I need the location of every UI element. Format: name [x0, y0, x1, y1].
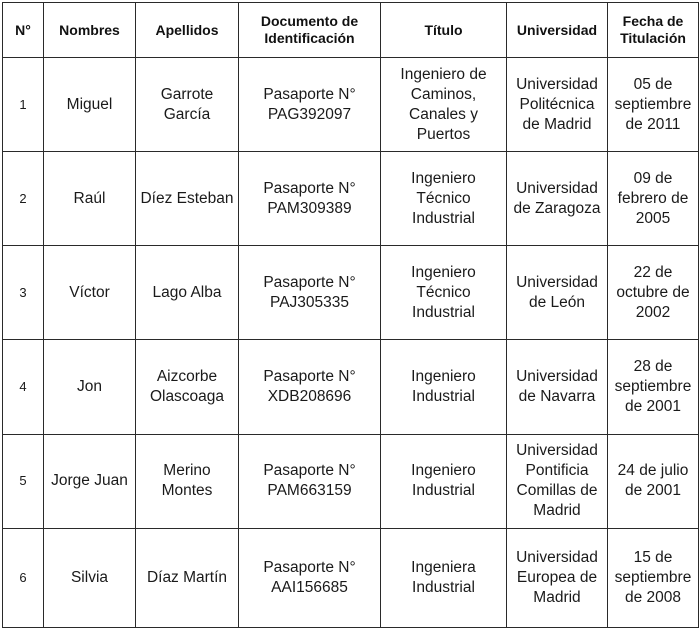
header-documento: Documento de Identificación — [239, 3, 381, 58]
cell-apellidos: Díaz Martín — [136, 528, 239, 627]
cell-universidad: Universidad Politécnica de Madrid — [507, 58, 608, 152]
table-row — [3, 434, 699, 528]
header-num: N° — [3, 3, 44, 58]
cell-documento: Pasaporte N° AAI156685 — [239, 528, 381, 627]
header-nombres: Nombres — [44, 3, 136, 58]
cell-num: 1 — [3, 58, 44, 152]
cell-documento: Pasaporte N° XDB208696 — [239, 340, 381, 434]
cell-nombres: Jorge Juan — [44, 434, 136, 528]
cell-num: 5 — [3, 434, 44, 528]
cell-documento: Pasaporte N° PAM309389 — [239, 152, 381, 246]
cell-universidad: Universidad Pontificia Comillas de Madrid — [507, 434, 608, 528]
cell-fecha: 24 de julio de 2001 — [608, 434, 699, 528]
header-universidad: Universidad — [507, 3, 608, 58]
cell-nombres: Raúl — [44, 152, 136, 246]
table-row — [3, 152, 699, 246]
cell-num: 6 — [3, 528, 44, 627]
cell-universidad: Universidad de Zaragoza — [507, 152, 608, 246]
cell-apellidos: Aizcorbe Olascoaga — [136, 340, 239, 434]
cell-fecha: 15 de septiembre de 2008 — [608, 528, 699, 627]
cell-fecha: 05 de septiembre de 2011 — [608, 58, 699, 152]
cell-num: 3 — [3, 246, 44, 340]
header-fecha: Fecha de Titulación — [608, 3, 699, 58]
cell-apellidos: Díez Esteban — [136, 152, 239, 246]
cell-apellidos: Merino Montes — [136, 434, 239, 528]
cell-titulo: Ingeniera Industrial — [381, 528, 507, 627]
table-row — [3, 246, 699, 340]
cell-universidad: Universidad Europea de Madrid — [507, 528, 608, 627]
cell-documento: Pasaporte N° PAM663159 — [239, 434, 381, 528]
cell-documento: Pasaporte N° PAG392097 — [239, 58, 381, 152]
cell-apellidos: Garrote García — [136, 58, 239, 152]
graduates-table — [2, 2, 699, 628]
cell-titulo: Ingeniero de Caminos, Canales y Puertos — [381, 58, 507, 152]
cell-fecha: 09 de febrero de 2005 — [608, 152, 699, 246]
cell-nombres: Víctor — [44, 246, 136, 340]
cell-titulo: Ingeniero Industrial — [381, 434, 507, 528]
cell-universidad: Universidad de León — [507, 246, 608, 340]
cell-documento: Pasaporte N° PAJ305335 — [239, 246, 381, 340]
header-titulo: Título — [381, 3, 507, 58]
cell-titulo: Ingeniero Técnico Industrial — [381, 152, 507, 246]
cell-nombres: Silvia — [44, 528, 136, 627]
cell-universidad: Universidad de Navarra — [507, 340, 608, 434]
cell-num: 4 — [3, 340, 44, 434]
table-row — [3, 58, 699, 152]
table-row — [3, 528, 699, 627]
cell-apellidos: Lago Alba — [136, 246, 239, 340]
cell-fecha: 28 de septiembre de 2001 — [608, 340, 699, 434]
cell-titulo: Ingeniero Técnico Industrial — [381, 246, 507, 340]
cell-nombres: Jon — [44, 340, 136, 434]
cell-fecha: 22 de octubre de 2002 — [608, 246, 699, 340]
table-row — [3, 340, 699, 434]
cell-nombres: Miguel — [44, 58, 136, 152]
cell-num: 2 — [3, 152, 44, 246]
header-apellidos: Apellidos — [136, 3, 239, 58]
header-row — [3, 3, 699, 58]
cell-titulo: Ingeniero Industrial — [381, 340, 507, 434]
